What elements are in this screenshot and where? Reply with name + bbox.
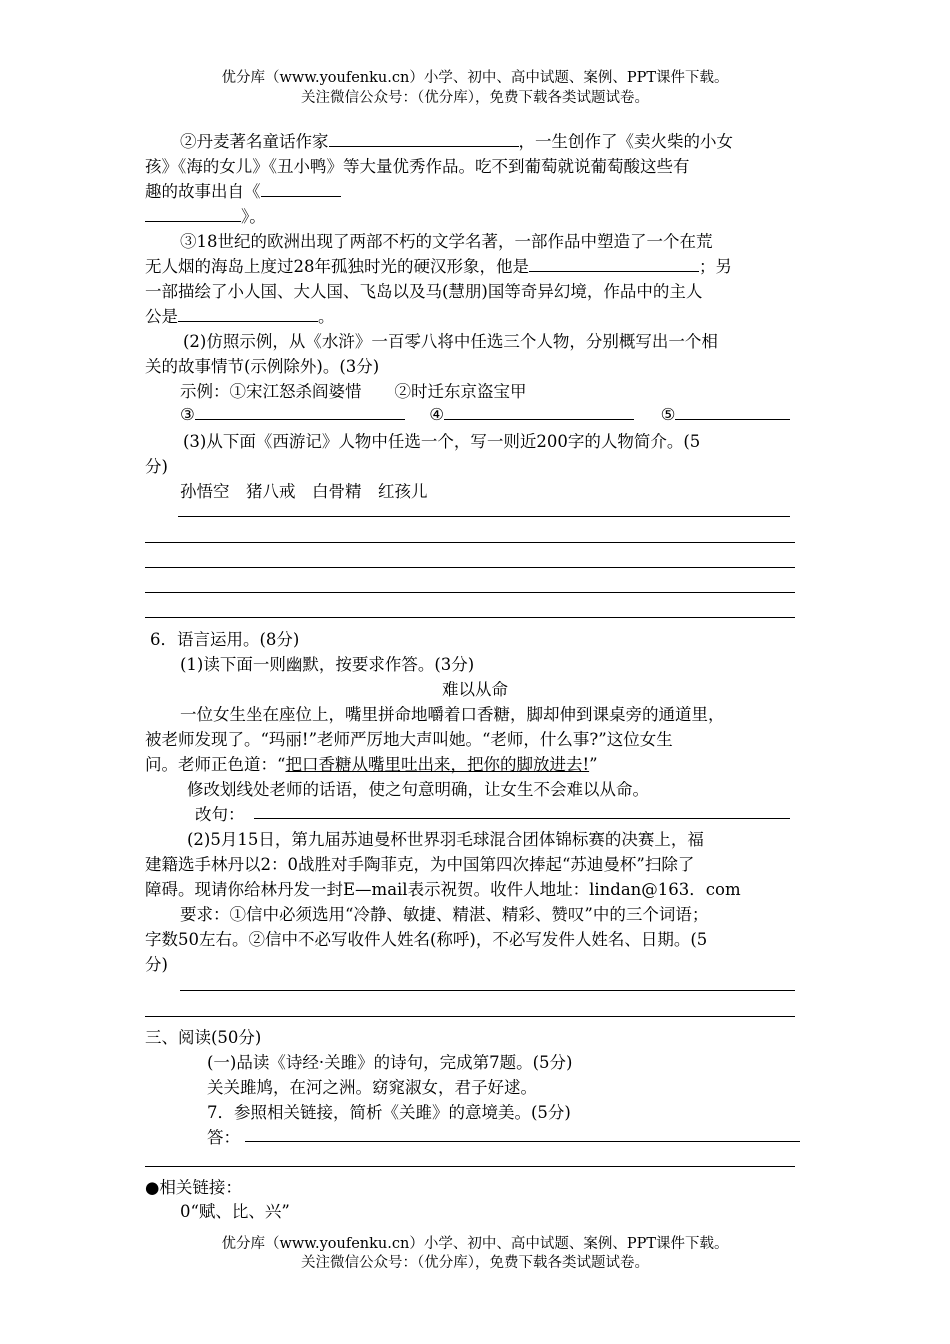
story-title: 难以从命 <box>442 680 508 699</box>
q5-part2-line1: (2)仿照示例，从《水浒》一百零八将中任选三个人物，分别概写出一个相 <box>183 332 718 351</box>
q5-part2-line2: 关的故事情节(示例除外)。(3分) <box>145 357 380 376</box>
q5-part3-line2: 分) <box>145 457 168 476</box>
email-answer-line[interactable] <box>145 1016 795 1017</box>
q7-title: 7．参照相关链接，简析《关雎》的意境美。(5分) <box>207 1103 571 1122</box>
q6-req-line2: 字数50左右。②信中不必写收件人姓名(称呼)，不必写发件人姓名、日期。(5 <box>145 930 708 949</box>
q6-part2-line1: (2)5月15日，第九届苏迪曼杯世界羽毛球混合团体锦标赛的决赛上，福 <box>187 830 704 849</box>
q6-title: 6．语言运用。(8分) <box>150 630 300 649</box>
q7-answer-line[interactable] <box>145 1166 795 1167</box>
q5-item2-line1: ②丹麦著名童话作家 ，一生创作了《卖火柴的小女 <box>180 132 733 151</box>
q5-item2-line2: 孩》《海的女儿》《丑小鸭》等大量优秀作品。吃不到葡萄就说葡萄酸这些有 <box>145 157 690 176</box>
answer-line[interactable] <box>145 542 795 543</box>
rewrite-label: 改句： <box>195 805 245 824</box>
section3-title: 三、阅读(50分) <box>145 1028 262 1047</box>
q6-part2-line2: 建籍选手林丹以2：0战胜对手陶菲克，为中国第四次捧起“苏迪曼杯”扫除了 <box>145 855 695 874</box>
q6-part1: (1)读下面一则幽默，按要求作答。(3分) <box>180 655 475 674</box>
q6-instruction: 修改划线处老师的话语，使之句意明确，让女生不会难以从命。 <box>187 780 649 799</box>
email-answer-line[interactable] <box>180 990 795 991</box>
answer-slot-3[interactable] <box>195 403 405 420</box>
q5-answer-slots: ③ ④ ⑤ <box>180 403 790 424</box>
story-line3: 问。老师正色道：“把口香糖从嘴里吐出来，把你的脚放进去!” <box>145 755 598 774</box>
poem-lines: 关关雎鸠，在河之洲。窈窕淑女，君子好逑。 <box>207 1078 537 1097</box>
q5-item3-line1: ③18世纪的欧洲出现了两部不朽的文学名著，一部作品中塑造了一个在荒 <box>180 232 713 251</box>
answer-slot-4[interactable] <box>444 403 634 420</box>
header-line-1: 优分库（www.youfenku.cn）小学、初中、高中试题、案例、PPT课件下载。 <box>221 70 729 86</box>
q5-characters: 孙悟空 猪八戒 白骨精 红孩儿 <box>180 482 428 501</box>
story-line1: 一位女生坐在座位上，嘴里拼命地嚼着口香糖，脚却伸到课桌旁的通道里， <box>180 705 725 724</box>
q6-part2-line3: 障碍。现请你给林丹发一封E—mail表示祝贺。收件人地址：lindan@163．com <box>145 880 741 899</box>
header-line-2: 关注微信公众号：（优分库），免费下载各类试题试卷。 <box>301 90 649 106</box>
answer-line[interactable] <box>145 617 795 618</box>
related-link-title: ●相关链接： <box>145 1178 242 1197</box>
q5-part3-line1: (3)从下面《西游记》人物中任选一个，写一则近200字的人物简介。(5 <box>183 432 701 451</box>
answer-slot-5[interactable] <box>675 403 790 420</box>
answer-label: 答： <box>207 1128 240 1147</box>
answer-line[interactable] <box>145 567 795 568</box>
q5-item3-line2: 无人烟的海岛上度过28年孤独时光的硬汉形象，他是 ；另 <box>145 257 732 276</box>
q6-req-line3: 分) <box>145 955 168 974</box>
rewrite-answer-line[interactable] <box>254 818 790 819</box>
q5-example: 示例：①宋江怒杀阎婆惜 ②时迁东京盗宝甲 <box>180 382 527 401</box>
footer-line-1: 优分库（www.youfenku.cn）小学、初中、高中试题、案例、PPT课件下载。 <box>221 1236 729 1252</box>
underlined-teacher-words: 把口香糖从嘴里吐出来，把你的脚放进去! <box>285 755 590 774</box>
q5-item3-line3: 一部描绘了小人国、大人国、飞岛以及马(慧朋)国等奇异幻境，作品中的主人 <box>145 282 703 301</box>
q5-item3-line4: 公是 。 <box>145 307 335 326</box>
footer-line-2: 关注微信公众号：（优分库），免费下载各类试题试卷。 <box>301 1255 649 1271</box>
related-link-item: 0“赋、比、兴” <box>180 1202 290 1221</box>
section3-sub1: (一)品读《诗经·关雎》的诗句，完成第7题。(5分) <box>207 1053 573 1072</box>
answer-line[interactable] <box>178 516 790 517</box>
q6-req-line1: 要求：①信中必须选用“冷静、敏捷、精湛、精彩、赞叹”中的三个词语； <box>180 905 709 924</box>
q7-answer-line[interactable] <box>245 1141 800 1142</box>
q5-item2-line3: 趣的故事出自《 <box>145 178 341 202</box>
answer-line[interactable] <box>145 592 795 593</box>
q5-item2-line4: 》。 <box>145 203 266 227</box>
story-line2: 被老师发现了。“玛丽!”老师严厉地大声叫她。“老师，什么事?”这位女生 <box>145 730 673 749</box>
